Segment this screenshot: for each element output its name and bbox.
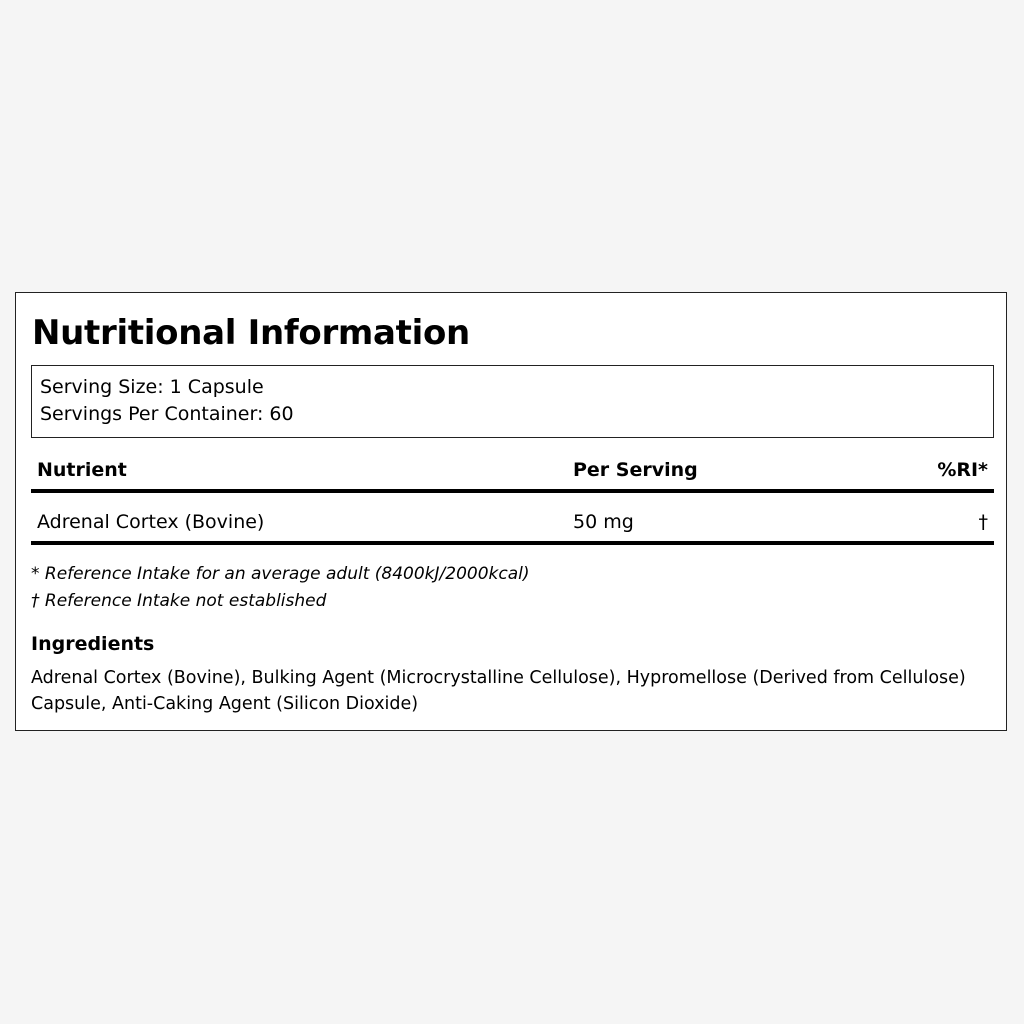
nutrition-panel	[15, 292, 1007, 731]
nutrient-table	[31, 451, 994, 545]
header-ri: %RI*	[937, 459, 988, 481]
panel-title: Nutritional Information	[32, 313, 470, 353]
ingredients-text: Adrenal Cortex (Bovine), Bulking Agent (Microcrystalline Cellulose), Hypromellose (Derived from Cellulose) Capsule, Anti-Caking Agent (Silicon Dioxide)	[31, 668, 966, 714]
header-per-serving: Per Serving	[573, 459, 698, 481]
serving-info-box	[31, 365, 994, 438]
footnote-reference-intake: * Reference Intake for an average adult (8400kJ/2000kcal)	[31, 564, 530, 584]
row-ri: †	[978, 511, 988, 533]
servings-per-container: Servings Per Container: 60	[40, 403, 294, 425]
table-row	[31, 503, 994, 545]
serving-size: Serving Size: 1 Capsule	[40, 376, 264, 398]
ingredients-heading: Ingredients	[31, 633, 155, 655]
footnotes	[31, 561, 530, 615]
header-nutrient: Nutrient	[37, 459, 127, 481]
table-header-row	[31, 451, 994, 493]
row-per-serving: 50 mg	[573, 511, 634, 533]
row-nutrient: Adrenal Cortex (Bovine)	[37, 511, 265, 533]
footnote-not-established: † Reference Intake not established	[31, 591, 327, 611]
